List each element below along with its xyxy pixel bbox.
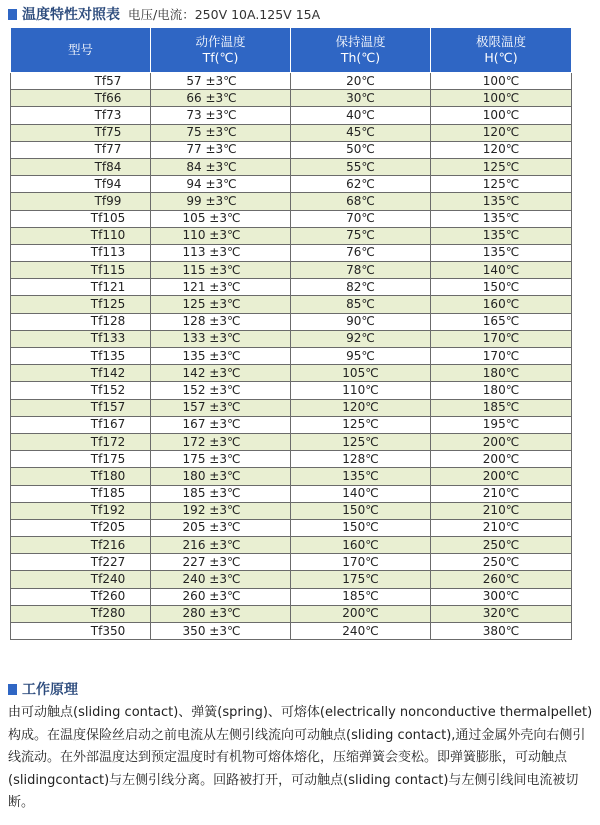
cell-action-temp: 128 ±3℃ (151, 313, 291, 330)
cell-model: Tf135 (11, 348, 151, 365)
cell-action-temp: 94 ±3℃ (151, 176, 291, 193)
table-row (11, 141, 572, 158)
cell-limit-temp: 200℃ (431, 451, 572, 468)
cell-hold-temp: 70℃ (291, 210, 431, 227)
cell-model: Tf128 (11, 313, 151, 330)
cell-model: Tf180 (11, 468, 151, 485)
cell-hold-temp: 76℃ (291, 244, 431, 261)
cell-model: Tf350 (11, 623, 151, 640)
cell-limit-temp: 260℃ (431, 571, 572, 588)
cell-hold-temp: 92℃ (291, 330, 431, 347)
cell-action-temp: 121 ±3℃ (151, 279, 291, 296)
cell-model: Tf66 (11, 90, 151, 107)
table-row (11, 313, 572, 330)
table-header-row (11, 28, 572, 73)
cell-hold-temp: 150℃ (291, 519, 431, 536)
cell-model: Tf157 (11, 399, 151, 416)
header-th-line1: 保持温度 (335, 34, 386, 49)
cell-limit-temp: 135℃ (431, 193, 572, 210)
cell-limit-temp: 210℃ (431, 485, 572, 502)
cell-hold-temp: 95℃ (291, 348, 431, 365)
cell-hold-temp: 175℃ (291, 571, 431, 588)
cell-limit-temp: 150℃ (431, 279, 572, 296)
header-model-label: 型号 (67, 42, 93, 57)
cell-action-temp: 135 ±3℃ (151, 348, 291, 365)
temperature-table (10, 27, 572, 640)
cell-limit-temp: 125℃ (431, 158, 572, 175)
rating-subtitle: 电压/电流：250V 10A.125V 15A (128, 7, 321, 22)
cell-action-temp: 84 ±3℃ (151, 158, 291, 175)
cell-action-temp: 157 ±3℃ (151, 399, 291, 416)
cell-model: Tf192 (11, 502, 151, 519)
cell-action-temp: 172 ±3℃ (151, 433, 291, 450)
table-row (11, 519, 572, 536)
cell-hold-temp: 125℃ (291, 433, 431, 450)
cell-limit-temp: 165℃ (431, 313, 572, 330)
table-row (11, 90, 572, 107)
cell-hold-temp: 128℃ (291, 451, 431, 468)
cell-action-temp: 105 ±3℃ (151, 210, 291, 227)
cell-model: Tf185 (11, 485, 151, 502)
cell-action-temp: 240 ±3℃ (151, 571, 291, 588)
cell-hold-temp: 82℃ (291, 279, 431, 296)
cell-model: Tf260 (11, 588, 151, 605)
table-row (11, 296, 572, 313)
cell-action-temp: 73 ±3℃ (151, 107, 291, 124)
cell-action-temp: 227 ±3℃ (151, 554, 291, 571)
cell-hold-temp: 170℃ (291, 554, 431, 571)
cell-action-temp: 125 ±3℃ (151, 296, 291, 313)
cell-limit-temp: 135℃ (431, 210, 572, 227)
cell-limit-temp: 380℃ (431, 623, 572, 640)
cell-limit-temp: 195℃ (431, 416, 572, 433)
cell-model: Tf205 (11, 519, 151, 536)
cell-model: Tf167 (11, 416, 151, 433)
cell-action-temp: 280 ±3℃ (151, 605, 291, 622)
table-row (11, 537, 572, 554)
cell-model: Tf121 (11, 279, 151, 296)
cell-hold-temp: 30℃ (291, 90, 431, 107)
cell-model: Tf240 (11, 571, 151, 588)
table-row (11, 416, 572, 433)
cell-action-temp: 152 ±3℃ (151, 382, 291, 399)
cell-limit-temp: 210℃ (431, 502, 572, 519)
table-row (11, 433, 572, 450)
cell-model: Tf142 (11, 365, 151, 382)
table-row (11, 73, 572, 90)
cell-hold-temp: 135℃ (291, 468, 431, 485)
cell-model: Tf175 (11, 451, 151, 468)
cell-limit-temp: 125℃ (431, 176, 572, 193)
table-row (11, 193, 572, 210)
cell-action-temp: 57 ±3℃ (151, 73, 291, 90)
cell-hold-temp: 140℃ (291, 485, 431, 502)
cell-hold-temp: 50℃ (291, 141, 431, 158)
cell-hold-temp: 90℃ (291, 313, 431, 330)
cell-limit-temp: 170℃ (431, 348, 572, 365)
cell-model: Tf94 (11, 176, 151, 193)
cell-limit-temp: 200℃ (431, 468, 572, 485)
header-model (11, 28, 151, 73)
cell-limit-temp: 100℃ (431, 107, 572, 124)
cell-limit-temp: 250℃ (431, 554, 572, 571)
cell-hold-temp: 125℃ (291, 416, 431, 433)
cell-hold-temp: 120℃ (291, 399, 431, 416)
cell-model: Tf99 (11, 193, 151, 210)
table-row (11, 262, 572, 279)
cell-action-temp: 205 ±3℃ (151, 519, 291, 536)
cell-model: Tf105 (11, 210, 151, 227)
cell-action-temp: 185 ±3℃ (151, 485, 291, 502)
cell-model: Tf84 (11, 158, 151, 175)
cell-model: Tf216 (11, 537, 151, 554)
table-row (11, 124, 572, 141)
cell-model: Tf115 (11, 262, 151, 279)
principle-title: 工作原理 (22, 682, 78, 698)
cell-model: Tf110 (11, 227, 151, 244)
table-title: 温度特性对照表 (22, 7, 120, 23)
cell-hold-temp: 240℃ (291, 623, 431, 640)
cell-action-temp: 192 ±3℃ (151, 502, 291, 519)
cell-action-temp: 66 ±3℃ (151, 90, 291, 107)
cell-limit-temp: 300℃ (431, 588, 572, 605)
cell-model: Tf152 (11, 382, 151, 399)
table-row (11, 623, 572, 640)
cell-model: Tf57 (11, 73, 151, 90)
cell-limit-temp: 160℃ (431, 296, 572, 313)
header-h-line2: H(℃) (484, 50, 518, 65)
cell-action-temp: 142 ±3℃ (151, 365, 291, 382)
cell-limit-temp: 250℃ (431, 537, 572, 554)
cell-limit-temp: 140℃ (431, 262, 572, 279)
header-tf-line2: Tf(℃) (202, 50, 239, 65)
table-row (11, 571, 572, 588)
cell-model: Tf227 (11, 554, 151, 571)
cell-limit-temp: 120℃ (431, 124, 572, 141)
cell-action-temp: 113 ±3℃ (151, 244, 291, 261)
cell-model: Tf133 (11, 330, 151, 347)
cell-hold-temp: 20℃ (291, 73, 431, 90)
section-title-temperature (8, 4, 320, 24)
cell-limit-temp: 120℃ (431, 141, 572, 158)
cell-action-temp: 133 ±3℃ (151, 330, 291, 347)
cell-hold-temp: 110℃ (291, 382, 431, 399)
principle-paragraph: 由可动触点(sliding contact)、弹簧(spring)、可熔体(electrically nonconductive thermalpellet)构成。在温度保险丝启动之前电流从左侧引线流向可动触点(sliding contact),通过金属外壳向右侧引线流动。在外部温度达到预定温度时有机物可熔体熔化，压缩弹簧会变松。即弹簧膨胀，可动触点(slidingcontact)与左侧引线分离。回路被打开，可动触点(sliding contact)与左侧引线间电流被切断。 (8, 705, 593, 811)
cell-limit-temp: 320℃ (431, 605, 572, 622)
table-row (11, 227, 572, 244)
cell-hold-temp: 45℃ (291, 124, 431, 141)
cell-hold-temp: 200℃ (291, 605, 431, 622)
square-bullet-icon (8, 9, 17, 20)
cell-hold-temp: 105℃ (291, 365, 431, 382)
table-row (11, 382, 572, 399)
table-body (11, 73, 572, 640)
table-row (11, 330, 572, 347)
cell-limit-temp: 200℃ (431, 433, 572, 450)
cell-action-temp: 180 ±3℃ (151, 468, 291, 485)
square-bullet-icon (8, 684, 17, 695)
table-row (11, 365, 572, 382)
cell-hold-temp: 78℃ (291, 262, 431, 279)
cell-action-temp: 75 ±3℃ (151, 124, 291, 141)
header-th-line2: Th(℃) (340, 50, 381, 65)
cell-hold-temp: 85℃ (291, 296, 431, 313)
table-row (11, 210, 572, 227)
cell-model: Tf75 (11, 124, 151, 141)
cell-model: Tf172 (11, 433, 151, 450)
table-row (11, 451, 572, 468)
header-h-line1: 极限温度 (475, 34, 526, 49)
section-title-principle (8, 679, 78, 699)
cell-action-temp: 167 ±3℃ (151, 416, 291, 433)
cell-limit-temp: 135℃ (431, 244, 572, 261)
cell-model: Tf280 (11, 605, 151, 622)
cell-limit-temp: 100℃ (431, 90, 572, 107)
table-row (11, 554, 572, 571)
cell-action-temp: 99 ±3℃ (151, 193, 291, 210)
header-th (291, 28, 431, 73)
cell-action-temp: 175 ±3℃ (151, 451, 291, 468)
cell-limit-temp: 180℃ (431, 365, 572, 382)
cell-limit-temp: 100℃ (431, 73, 572, 90)
cell-limit-temp: 170℃ (431, 330, 572, 347)
cell-hold-temp: 62℃ (291, 176, 431, 193)
cell-action-temp: 115 ±3℃ (151, 262, 291, 279)
header-tf-line1: 动作温度 (195, 34, 246, 49)
cell-hold-temp: 40℃ (291, 107, 431, 124)
table-row (11, 244, 572, 261)
table-row (11, 107, 572, 124)
cell-hold-temp: 68℃ (291, 193, 431, 210)
table-row (11, 158, 572, 175)
cell-model: Tf73 (11, 107, 151, 124)
table-row (11, 502, 572, 519)
cell-action-temp: 77 ±3℃ (151, 141, 291, 158)
cell-action-temp: 260 ±3℃ (151, 588, 291, 605)
table-row (11, 348, 572, 365)
cell-hold-temp: 160℃ (291, 537, 431, 554)
cell-limit-temp: 185℃ (431, 399, 572, 416)
cell-model: Tf125 (11, 296, 151, 313)
cell-action-temp: 110 ±3℃ (151, 227, 291, 244)
table-row (11, 485, 572, 502)
table-row (11, 588, 572, 605)
cell-hold-temp: 150℃ (291, 502, 431, 519)
header-tf (151, 28, 291, 73)
cell-limit-temp: 210℃ (431, 519, 572, 536)
cell-hold-temp: 185℃ (291, 588, 431, 605)
cell-model: Tf77 (11, 141, 151, 158)
cell-action-temp: 350 ±3℃ (151, 623, 291, 640)
table-row (11, 176, 572, 193)
cell-hold-temp: 75℃ (291, 227, 431, 244)
cell-model: Tf113 (11, 244, 151, 261)
table-row (11, 399, 572, 416)
cell-limit-temp: 180℃ (431, 382, 572, 399)
cell-action-temp: 216 ±3℃ (151, 537, 291, 554)
table-row (11, 279, 572, 296)
cell-hold-temp: 55℃ (291, 158, 431, 175)
header-h (431, 28, 572, 73)
cell-limit-temp: 135℃ (431, 227, 572, 244)
table-row (11, 605, 572, 622)
table-row (11, 468, 572, 485)
